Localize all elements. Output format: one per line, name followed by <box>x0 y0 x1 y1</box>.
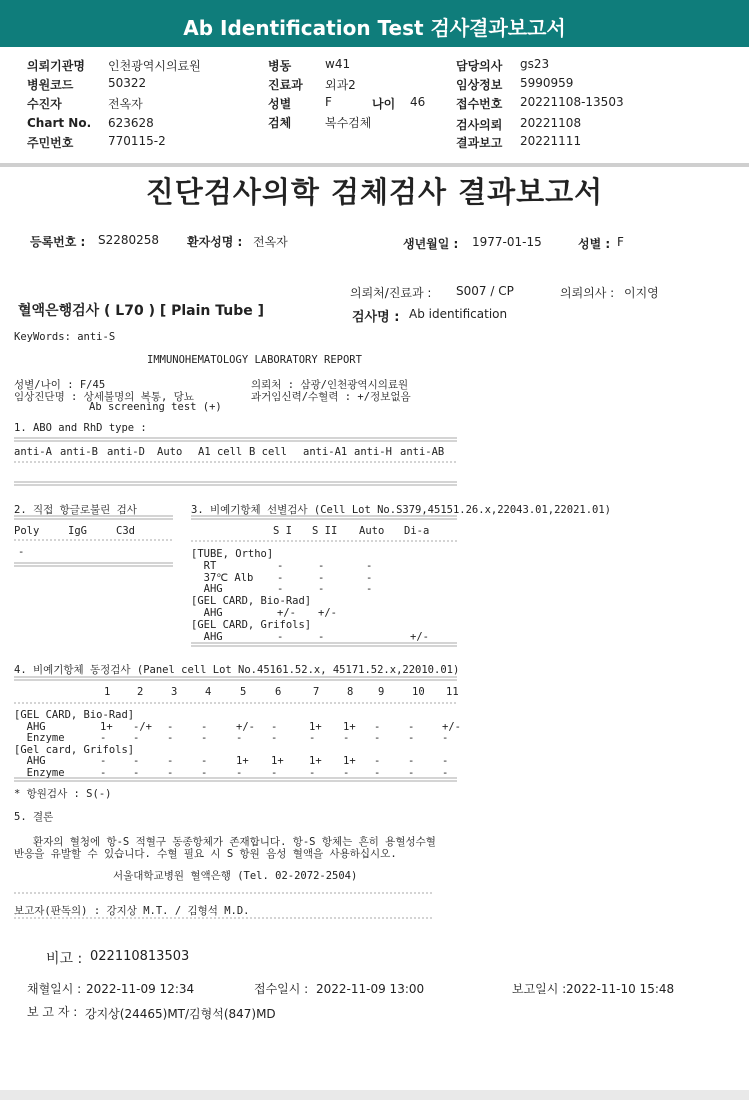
screening-cell: - <box>318 583 325 596</box>
panel-header: 8 <box>347 686 354 698</box>
panel-cell: - <box>343 766 350 779</box>
reporter-label: 보 고 자 : <box>27 1005 78 1019</box>
collect-label: 채혈일시 : <box>27 982 82 996</box>
info-key: 담당의사 <box>456 59 503 73</box>
info-key: 주민번호 <box>27 136 74 150</box>
dept: S007 / CP <box>456 284 514 298</box>
panel-cell: - <box>271 720 278 733</box>
dept-label: 의뢰처/진료과 : <box>350 286 432 300</box>
panel-cell: 1+ <box>343 720 356 733</box>
info-value: 20221108 <box>520 116 582 130</box>
screen-header: S I <box>273 525 292 537</box>
info-value: 50322 <box>108 76 147 90</box>
abo-header: anti-A1 <box>303 446 348 458</box>
info-value: 770115-2 <box>108 134 166 148</box>
screening-row-label: 37℃ Alb <box>191 571 254 584</box>
reporter: 강지상(24465)MT/김형석(847)MD <box>85 1007 276 1021</box>
screening-row-label: AHG <box>191 583 223 596</box>
info-value: w41 <box>325 57 351 71</box>
screening-cell: - <box>318 630 325 643</box>
panel-cell: - <box>100 766 107 779</box>
panel-cell: - <box>374 766 381 779</box>
info-key: Chart No. <box>27 116 92 130</box>
screening-cell: - <box>366 571 373 584</box>
panel-cell: - <box>201 766 208 779</box>
panel-cell: - <box>100 732 107 744</box>
sex-label: 성별 : <box>578 237 611 251</box>
screen-header: Di-a <box>404 525 430 537</box>
screening-row-label: RT <box>191 559 217 572</box>
panel-cell: +/- <box>442 720 461 733</box>
panel-cell: - <box>167 766 174 779</box>
abo-header: B cell <box>249 446 287 458</box>
info-value: 외과2 <box>325 78 356 92</box>
panel-row-label: [GEL CARD, Bio-Rad] <box>14 709 135 721</box>
screening-cell: - <box>277 630 284 643</box>
panel-cell: - <box>442 766 449 779</box>
panel-row-label: [Gel card, Grifols] <box>14 743 135 756</box>
panel-header: 6 <box>275 686 282 698</box>
screening-cell: - <box>277 559 284 572</box>
receive-label: 접수일시 : <box>254 982 309 996</box>
section-4-title: 4. 비예기항체 동정검사 (Panel cell Lot No.45161.52.x, 45171.52.x,22010.01) <box>14 664 460 676</box>
info-value: F <box>325 95 332 109</box>
keywords: KeyWords: anti-S <box>14 331 116 343</box>
section-5-title: 5. 결론 <box>14 811 54 823</box>
panel-cell: 1+ <box>309 720 322 733</box>
screening-cell: - <box>277 583 284 596</box>
abo-header: anti-D <box>107 446 145 458</box>
screening-cell: - <box>277 571 284 584</box>
dob-label: 생년월일 : <box>403 237 459 251</box>
dat-value: - <box>18 546 25 558</box>
dob: 1977-01-15 <box>472 235 542 249</box>
info-value: 623628 <box>108 116 154 130</box>
diagnosis: 임상진단명 : 상세불명의 복통, 당뇨 <box>14 391 194 403</box>
panel-cell: - <box>201 732 208 744</box>
screening-row-label: AHG <box>191 630 223 643</box>
section-2-title: 2. 직접 항글로불린 검사 <box>14 504 137 516</box>
info-key: 임상정보 <box>456 78 503 92</box>
screening-cell: +/- <box>318 607 337 619</box>
panel-cell: - <box>343 732 350 744</box>
panel-cell: 1+ <box>271 755 284 767</box>
test-name: Ab identification <box>409 307 508 321</box>
info-key: 접수번호 <box>456 97 503 111</box>
report-title: 진단검사의학 검체검사 결과보고서 <box>145 175 604 209</box>
panel-header: 3 <box>171 686 178 698</box>
conclusion-line-1: 환자의 혈청에 항-S 적혈구 동종항체가 존재합니다. 항-S 항체는 흔히 용혈성수혈 <box>14 836 436 848</box>
reg-label: 등록번호 : <box>30 235 86 249</box>
info-key: 검체 <box>268 116 292 130</box>
screening-cell: - <box>318 571 325 584</box>
panel-cell: 1+ <box>100 720 113 733</box>
info-key: 병동 <box>268 59 292 73</box>
panel-row-label: AHG <box>14 755 46 767</box>
panel-header: 11 <box>446 686 459 698</box>
panel-cell: - <box>442 732 449 744</box>
panel-cell: - <box>271 732 278 744</box>
report-label: 보고일시 : <box>512 982 567 996</box>
panel-cell: - <box>374 732 381 744</box>
panel-header: 7 <box>313 686 320 698</box>
panel-cell: - <box>167 755 174 767</box>
info-value: gs23 <box>520 57 550 71</box>
panel-row-label: Enzyme <box>14 732 65 744</box>
patient-name: 전옥자 <box>253 235 288 249</box>
panel-cell: - <box>133 732 140 744</box>
screening-row-label: AHG <box>191 607 223 619</box>
info-key: 의뢰기관명 <box>27 59 85 73</box>
abo-header: Auto <box>157 446 183 458</box>
dat-header: C3d <box>116 525 135 537</box>
report-banner: Ab Identification Test 검사결과보고서 <box>0 0 749 47</box>
panel-row-label: Enzyme <box>14 766 65 779</box>
info-value: 전옥자 <box>108 97 143 111</box>
patient-name-label: 환자성명 : <box>187 235 243 249</box>
collect-datetime: 2022-11-09 12:34 <box>86 982 195 996</box>
screening-cell: - <box>366 559 373 572</box>
blood-bank: 서울대학교병원 혈액은행 (Tel. 02-2072-2504) <box>113 870 358 882</box>
panel-cell: - <box>408 755 415 767</box>
panel-cell: - <box>408 732 415 744</box>
screen-header: Auto <box>359 525 385 537</box>
refer: 의뢰처 : 삼광/인천광역시의료원 <box>251 379 409 391</box>
info-key: 결과보고 <box>456 136 503 150</box>
screening-row-label: [TUBE, Ortho] <box>191 548 274 560</box>
panel-cell: - <box>309 732 316 744</box>
panel-cell: - <box>167 720 174 733</box>
info-key: 수진자 <box>27 97 62 111</box>
panel-cell: - <box>236 766 243 779</box>
info-value: 5990959 <box>520 76 574 90</box>
dat-header: Poly <box>14 525 40 537</box>
info-key: 나이 <box>372 97 396 111</box>
panel-cell: - <box>167 732 174 744</box>
info-value: 20221108-13503 <box>520 95 624 109</box>
panel-cell: - <box>408 766 415 779</box>
panel-cell: - <box>236 732 243 744</box>
sex-age: 성별/나이 : F/45 <box>14 379 106 391</box>
conclusion-line-2: 반응을 유발할 수 있습니다. 수혈 필요 시 S 항원 음성 혈액을 사용하십시오. <box>14 848 397 860</box>
panel-header: 5 <box>240 686 247 698</box>
panel-cell: 1+ <box>236 755 249 767</box>
panel-cell: - <box>133 766 140 779</box>
panel-header: 2 <box>137 686 144 698</box>
doctor-label: 의뢰의사 : <box>560 286 615 300</box>
panel-cell: 1+ <box>309 755 322 767</box>
info-value: 인천광역시의료원 <box>108 59 201 73</box>
screening-cell: - <box>366 583 373 596</box>
panel-cell: - <box>201 755 208 767</box>
panel-cell: - <box>442 755 449 767</box>
panel-cell: - <box>271 766 278 779</box>
section-3-title: 3. 비예기항체 선별검사 (Cell Lot No.S379,45151.26.x,22043.01,22021.01) <box>191 504 612 516</box>
screening-cell: +/- <box>410 630 429 643</box>
test-group: 혈액은행검사 ( L70 ) [ Plain Tube ] <box>18 303 265 319</box>
screening-row-label: [GEL CARD, Bio-Rad] <box>191 595 312 608</box>
panel-cell: - <box>201 720 208 733</box>
panel-header: 4 <box>205 686 212 698</box>
info-key: 병원코드 <box>27 78 74 92</box>
reg-no: S2280258 <box>98 233 160 247</box>
panel-header: 10 <box>412 686 425 698</box>
info-key: 성별 <box>268 97 292 111</box>
panel-header: 1 <box>104 686 111 698</box>
panel-cell: - <box>309 766 316 779</box>
panel-cell: -/+ <box>133 720 152 733</box>
panel-cell: 1+ <box>343 755 356 767</box>
screening-cell: - <box>318 559 325 572</box>
panel-row-label: AHG <box>14 720 46 733</box>
dat-header: IgG <box>68 525 87 537</box>
panel-cell: +/- <box>236 720 255 733</box>
panel-cell: - <box>133 755 140 767</box>
antigen-test: * 항원검사 : S(-) <box>14 788 112 800</box>
abo-header: anti-H <box>354 446 392 458</box>
info-value: 46 <box>410 95 426 109</box>
panel-cell: - <box>374 755 381 767</box>
abo-header: anti-AB <box>400 446 445 458</box>
panel-cell: - <box>100 755 107 767</box>
panel-cell: - <box>374 720 381 733</box>
info-key: 진료과 <box>268 78 303 92</box>
report-datetime: 2022-11-10 15:48 <box>566 982 675 996</box>
info-value: 20221111 <box>520 134 582 148</box>
screening-cell: +/- <box>277 607 296 619</box>
section-1-title: 1. ABO and RhD type : <box>14 422 147 434</box>
note-label: 비고 : <box>46 951 83 967</box>
info-key: 검사의뢰 <box>456 118 503 132</box>
lab-title: IMMUNOHEMATOLOGY LABORATORY REPORT <box>147 354 362 366</box>
test-name-label: 검사명 : <box>352 310 400 325</box>
panel-header: 9 <box>378 686 385 698</box>
screening-row-label: [GEL CARD, Grifols] <box>191 618 312 631</box>
panel-cell: - <box>408 720 415 733</box>
screen-header: S II <box>312 525 338 537</box>
info-value: 복수검체 <box>325 116 372 130</box>
abo-header: anti-A <box>14 446 52 458</box>
note: 022110813503 <box>90 949 190 964</box>
sex: F <box>617 235 624 249</box>
abo-header: anti-B <box>60 446 98 458</box>
diagnosis-2: Ab screening test (+) <box>89 401 222 413</box>
receive-datetime: 2022-11-09 13:00 <box>316 982 425 996</box>
history: 과거임신력/수혈력 : +/정보없음 <box>251 391 411 403</box>
abo-header: A1 cell <box>198 446 243 458</box>
reporter-line: 보고자(판독의) : 강지상 M.T. / 김형석 M.D. <box>14 905 250 917</box>
doctor: 이지영 <box>624 286 659 300</box>
